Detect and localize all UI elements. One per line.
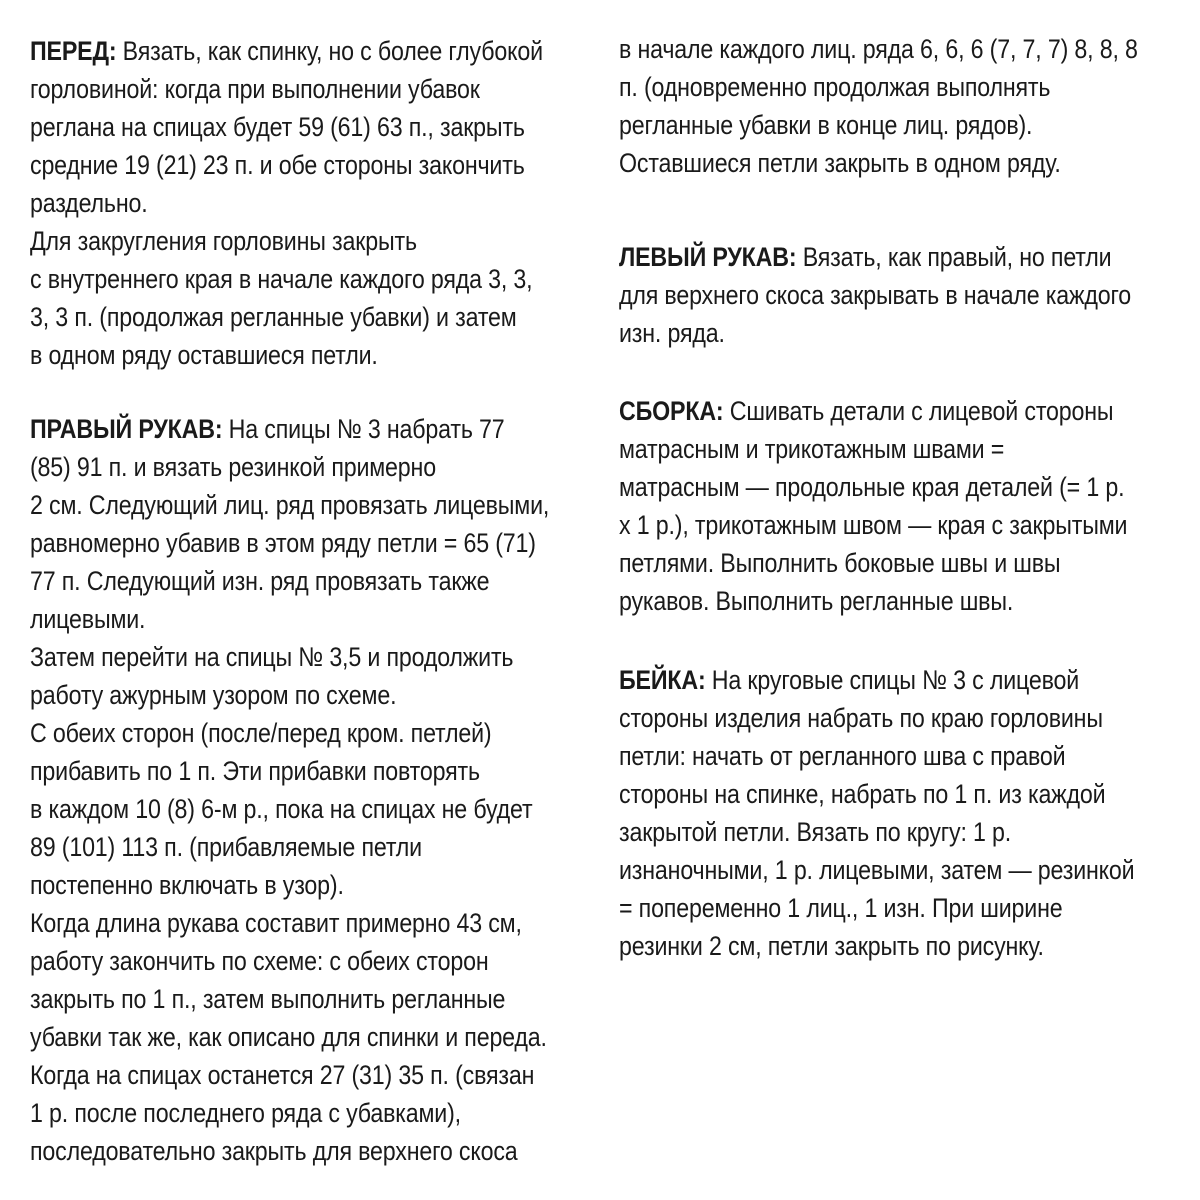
front-line-5: раздельно. <box>30 188 148 218</box>
right-sleeve-line-13: постепенно включать в узор). <box>30 870 344 900</box>
continuation-line-2: п. (одновременно продолжая выполнять <box>619 72 1051 102</box>
right-sleeve-line-15: работу закончить по схеме: с обеих сторон <box>30 946 489 976</box>
binding-line-6: изнаночными, 1 р. лицевыми, затем — резинкой <box>619 855 1135 885</box>
front-line-9: в одном ряду оставшиеся петли. <box>30 340 378 370</box>
front-heading: ПЕРЕД: <box>30 36 117 66</box>
binding-line-8: резинки 2 см, петли закрыть по рисунку. <box>619 931 1044 961</box>
right-sleeve-line-1: ПРАВЫЙ РУКАВ: На спицы № 3 набрать 77 <box>30 414 505 444</box>
right-sleeve-line-6: лицевыми. <box>30 604 146 634</box>
right-sleeve-line-14: Когда длина рукава составит примерно 43 см, <box>30 908 522 938</box>
right-sleeve-line-3: 2 см. Следующий лиц. ряд провязать лицевыми, <box>30 490 550 520</box>
right-sleeve-heading: ПРАВЫЙ РУКАВ: <box>30 414 223 444</box>
right-sleeve-line-4: равномерно убавив в этом ряду петли = 65 (71) <box>30 528 536 558</box>
front-line-8: 3, 3 п. (продолжая регланные убавки) и затем <box>30 302 517 332</box>
right-sleeve-line-18: Когда на спицах останется 27 (31) 35 п. (связан <box>30 1060 535 1090</box>
binding-heading: БЕЙКА: <box>619 665 706 695</box>
continuation-line-3: регланные убавки в конце лиц. рядов). <box>619 110 1033 140</box>
assembly-line-3: матрасным — продольные края деталей (= 1 р. <box>619 472 1125 502</box>
binding-line-1: БЕЙКА: На круговые спицы № 3 с лицевой <box>619 665 1080 695</box>
left-sleeve-heading: ЛЕВЫЙ РУКАВ: <box>619 242 797 272</box>
binding-line-3: петли: начать от регланного шва с правой <box>619 741 1066 771</box>
assembly-line-6: рукавов. Выполнить регланные швы. <box>619 586 1014 616</box>
binding-line-4: стороны на спинке, набрать по 1 п. из каждой <box>619 779 1106 809</box>
assembly-line-5: петлями. Выполнить боковые швы и швы <box>619 548 1061 578</box>
left-sleeve-line-1: ЛЕВЫЙ РУКАВ: Вязать, как правый, но петли <box>619 242 1112 272</box>
right-sleeve-line-8: работу ажурным узором по схеме. <box>30 680 397 710</box>
front-line-2: горловиной: когда при выполнении убавок <box>30 74 480 104</box>
binding-line-7: = попеременно 1 лиц., 1 изн. При ширине <box>619 893 1063 923</box>
right-sleeve-line-7: Затем перейти на спицы № 3,5 и продолжить <box>30 642 514 672</box>
continuation-line-1: в начале каждого лиц. ряда 6, 6, 6 (7, 7, 7) 8, 8, 8 <box>619 34 1138 64</box>
right-sleeve-line-2: (85) 91 п. и вязать резинкой примерно <box>30 452 436 482</box>
left-sleeve-line-3: изн. ряда. <box>619 318 725 348</box>
right-sleeve-line-16: закрыть по 1 п., затем выполнить регланные <box>30 984 506 1014</box>
front-line-6: Для закругления горловины закрыть <box>30 226 417 256</box>
front-line-4: средние 19 (21) 23 п. и обе стороны закончить <box>30 150 525 180</box>
right-sleeve-line-20: последовательно закрыть для верхнего скоса <box>30 1136 518 1166</box>
binding-line-5: закрытой петли. Вязать по кругу: 1 р. <box>619 817 1012 847</box>
binding-line-2: стороны изделия набрать по краю горловины <box>619 703 1103 733</box>
right-sleeve-line-12: 89 (101) 113 п. (прибавляемые петли <box>30 832 422 862</box>
right-sleeve-line-9: С обеих сторон (после/перед кром. петлей) <box>30 718 492 748</box>
assembly-line-1: СБОРКА: Сшивать детали с лицевой стороны <box>619 396 1114 426</box>
left-sleeve-line-2: для верхнего скоса закрывать в начале каждого <box>619 280 1131 310</box>
front-line-1: ПЕРЕД: Вязать, как спинку, но с более глубокой <box>30 36 543 66</box>
assembly-line-2: матрасным и трикотажным швами = <box>619 434 1005 464</box>
assembly-line-4: x 1 р.), трикотажным швом — края с закрытыми <box>619 510 1128 540</box>
assembly-heading: СБОРКА: <box>619 396 724 426</box>
continuation-line-4: Оставшиеся петли закрыть в одном ряду. <box>619 148 1061 178</box>
front-line-7: с внутреннего края в начале каждого ряда 3, 3, <box>30 264 533 294</box>
right-sleeve-line-19: 1 р. после последнего ряда с убавками), <box>30 1098 461 1128</box>
front-line-3: реглана на спицах будет 59 (61) 63 п., закрыть <box>30 112 525 142</box>
right-sleeve-line-5: 77 п. Следующий изн. ряд провязать также <box>30 566 490 596</box>
right-sleeve-line-11: в каждом 10 (8) 6-м р., пока на спицах не будет <box>30 794 533 824</box>
right-sleeve-line-17: убавки так же, как описано для спинки и переда. <box>30 1022 547 1052</box>
right-sleeve-line-10: прибавить по 1 п. Эти прибавки повторять <box>30 756 480 786</box>
